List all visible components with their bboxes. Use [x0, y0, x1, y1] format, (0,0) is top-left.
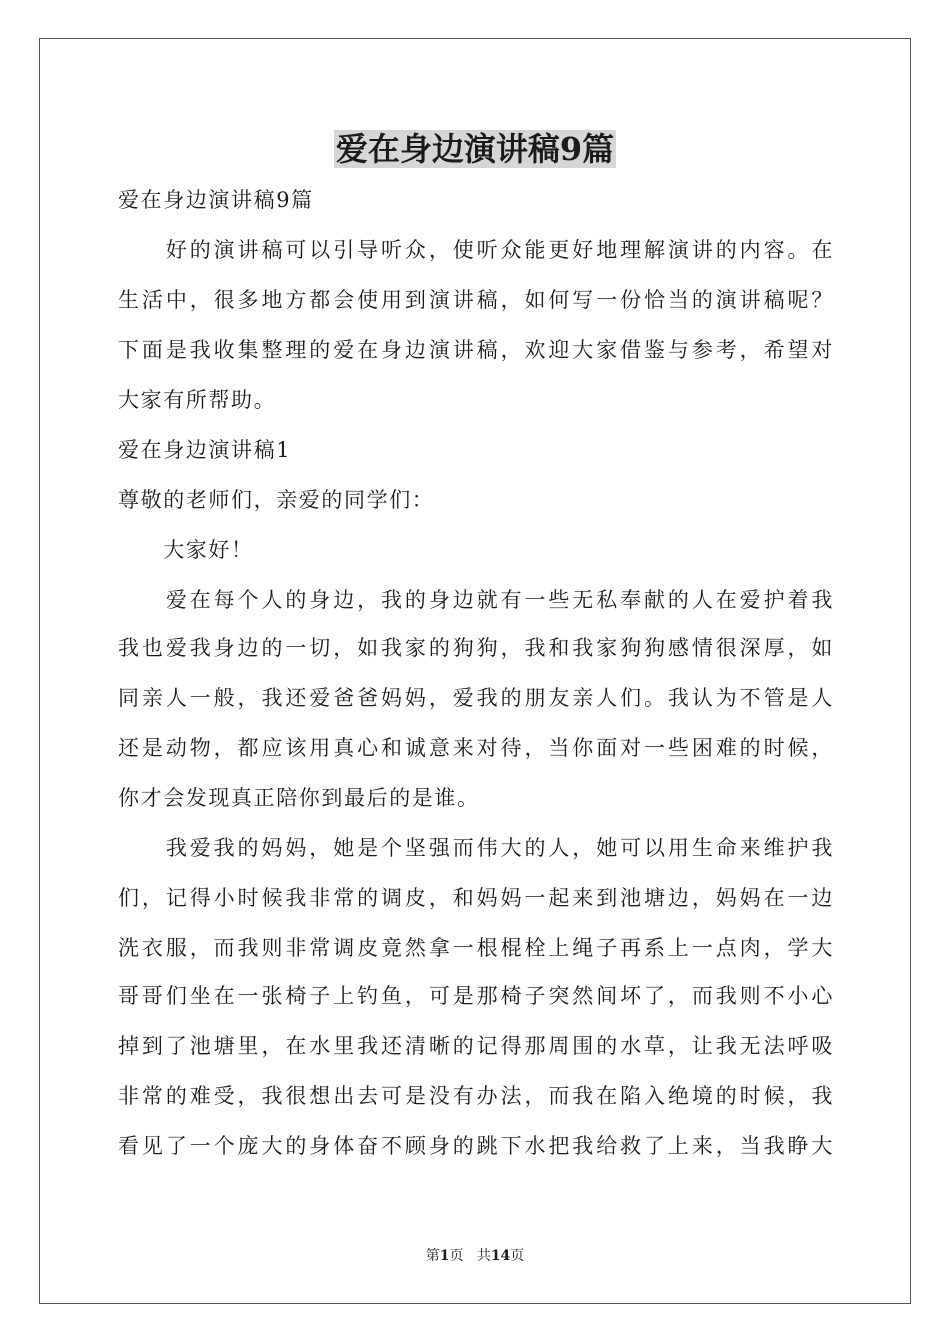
footer-prefix: 第	[425, 1248, 440, 1264]
body-line: 我爱我的妈妈，她是个坚强而伟大的人，她可以用生命来维护我	[118, 836, 834, 860]
body-line: 们，记得小时候我非常的调皮，和妈妈一起来到池塘边，妈妈在一边	[118, 886, 834, 910]
footer-total-pages: 14	[490, 1248, 511, 1264]
document-title-text: 爱在身边演讲稿9篇	[335, 130, 615, 168]
body-line: 你才会发现真正陪你到最后的是谁。	[118, 786, 480, 810]
body-line: 非常的难受，我很想出去可是没有办法，而我在陷入绝境的时候，我	[118, 1084, 834, 1108]
body-line: 爱在每个人的身边，我的身边就有一些无私奉献的人在爱护着我	[118, 588, 834, 612]
section-heading: 爱在身边演讲稿1	[118, 438, 292, 462]
salutation-line: 尊敬的老师们，亲爱的同学们：	[118, 488, 435, 512]
footer-total-prefix: 共	[476, 1248, 491, 1264]
body-line: 掉到了池塘里，在水里我还清晰的记得那周围的水草，让我无法呼吸	[118, 1034, 834, 1058]
page-border	[39, 38, 911, 1304]
page-footer	[0, 1246, 950, 1266]
footer-page-number: 1	[439, 1248, 450, 1264]
body-line: 看见了一个庞大的身体奋不顾身的跳下水把我给救了上来，当我睁大	[118, 1134, 834, 1158]
footer-total-suffix: 页	[510, 1248, 525, 1264]
body-line: 下面是我收集整理的爱在身边演讲稿，欢迎大家借鉴与参考，希望对	[118, 338, 834, 362]
body-line: 洗衣服，而我则非常调皮竟然拿一根棍栓上绳子再系上一点肉，学大	[118, 936, 834, 960]
body-line: 还是动物，都应该用真心和诚意来对待，当你面对一些困难的时候，	[118, 736, 834, 760]
greeting-line: 大家好！	[118, 538, 254, 562]
document-title	[0, 126, 950, 172]
body-line: 我也爱我身边的一切，如我家的狗狗，我和我家狗狗感情很深厚，如	[118, 636, 834, 660]
body-line: 大家有所帮助。	[118, 388, 277, 412]
body-line: 生活中，很多地方都会使用到演讲稿，如何写一份恰当的演讲稿呢？	[118, 288, 834, 312]
body-line: 哥哥们坐在一张椅子上钓鱼，可是那椅子突然间坏了，而我则不小心	[118, 984, 834, 1008]
footer-page-suffix: 页	[449, 1248, 464, 1264]
subtitle-line: 爱在身边演讲稿9篇	[118, 188, 314, 212]
body-line: 同亲人一般，我还爱爸爸妈妈，爱我的朋友亲人们。我认为不管是人	[118, 686, 834, 710]
body-line: 好的演讲稿可以引导听众，使听众能更好地理解演讲的内容。在	[118, 238, 834, 262]
